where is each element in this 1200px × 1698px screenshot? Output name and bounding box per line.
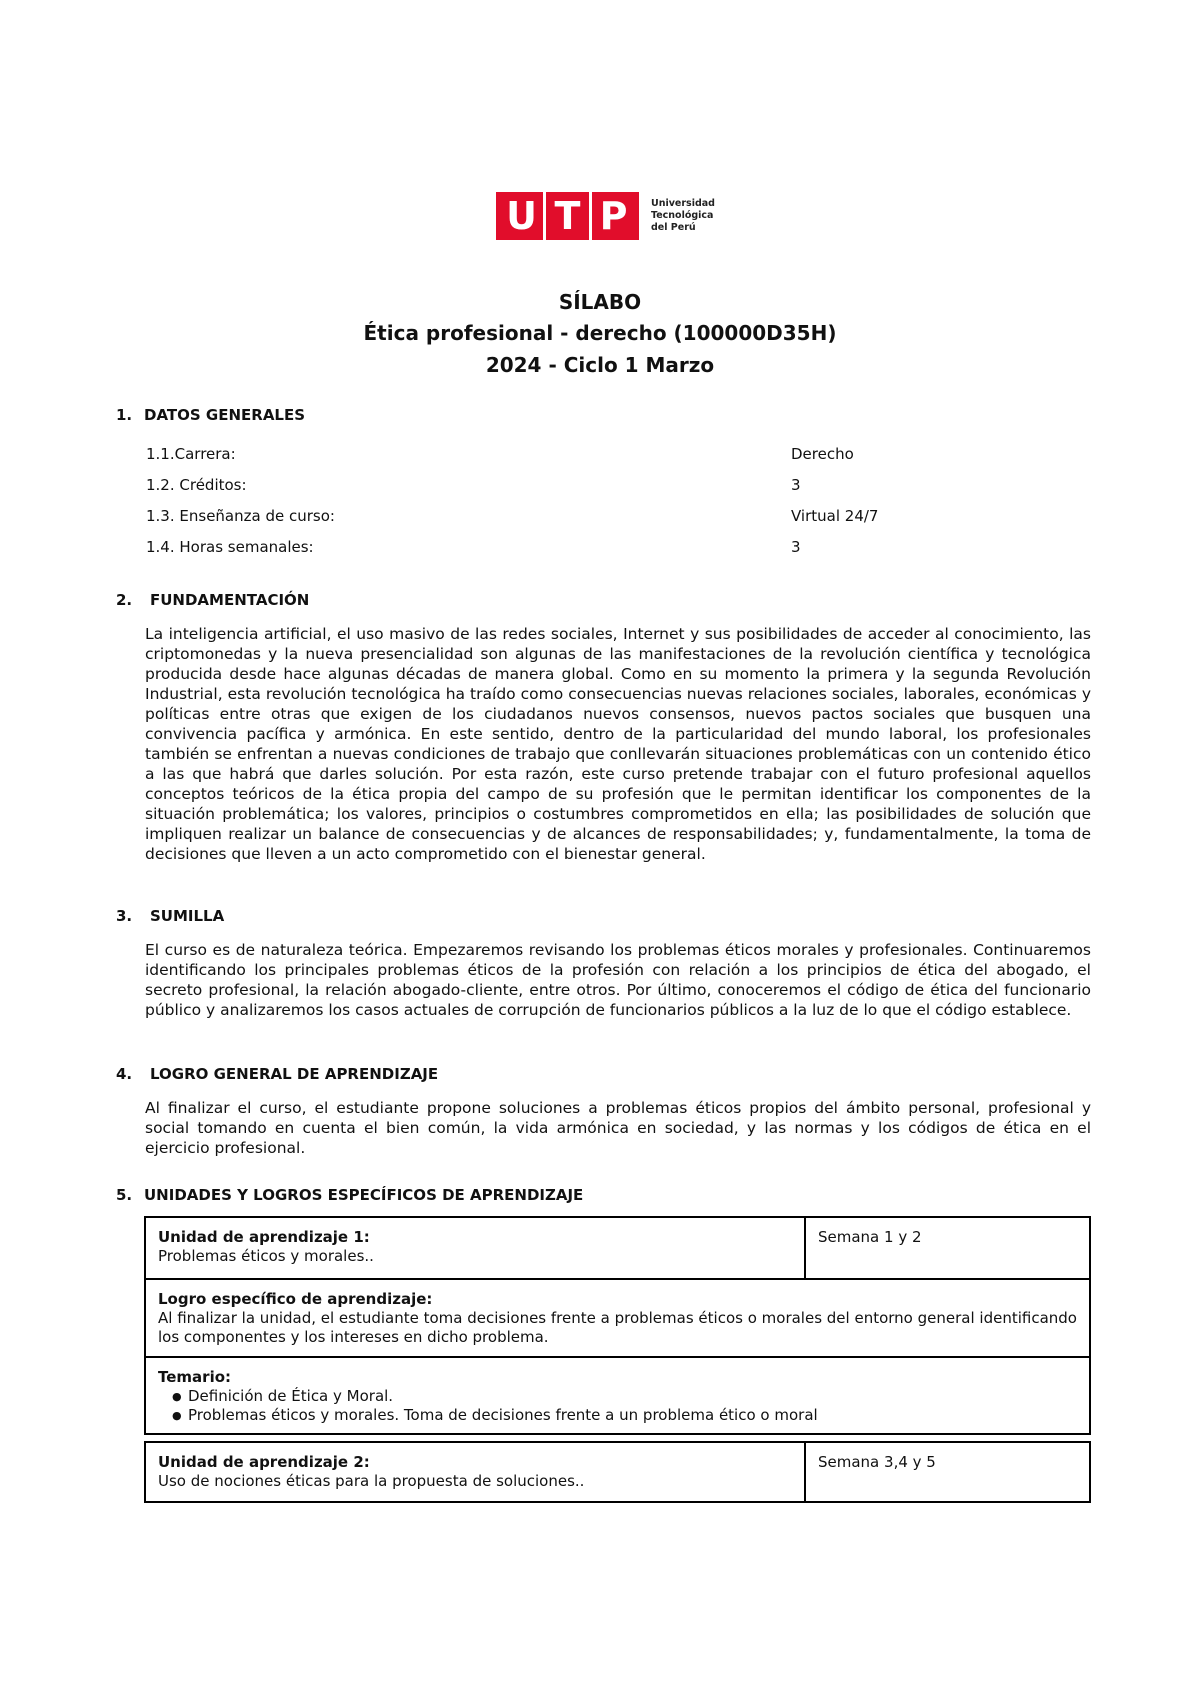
- unit-1-temario-cell: [146, 1356, 1089, 1433]
- unit-1-topic-list: [158, 1387, 1077, 1425]
- logo-line-2: Tecnológica: [651, 210, 714, 221]
- logro-general-text: Al finalizar el curso, el estudiante propone soluciones a problemas éticos propios del ámbito personal, profesional y social tomando en cuenta el bien común, la vida armónica en sociedad, y las normas y los códigos de ética en el ejercicio profesional.: [145, 1099, 1091, 1157]
- section-2-heading: [116, 591, 309, 609]
- document-title: SÍLABO: [558, 290, 642, 314]
- unit-2-table: [144, 1441, 1091, 1503]
- unit-2-title-cell: [146, 1443, 806, 1501]
- section-4-heading: [116, 1065, 438, 1083]
- unit-1-logro-cell: [146, 1278, 1089, 1356]
- sumilla-text: El curso es de naturaleza teórica. Empezaremos revisando los problemas éticos morales y profesionales. Continuaremos identificando los principales problemas éticos de la profesión con relación a los principios de ética del abogado, el secreto profesional, la relación abogado-cliente, entre otros. Por último, conoceremos el código de ética del funcionario público y analizaremos los casos actuales de corrupción de funcionarios públicos a la luz de lo que el código establece.: [145, 941, 1091, 1019]
- unit-1-table: [144, 1216, 1091, 1435]
- section-5-number: 5.: [116, 1186, 133, 1204]
- logo-mark: [496, 192, 639, 240]
- section-1-number: 1.: [116, 406, 133, 424]
- unit-1-logro-label: Logro específico de aprendizaje:: [158, 1290, 433, 1308]
- unit-2-name: Uso de nociones éticas para la propuesta de soluciones..: [158, 1472, 585, 1490]
- unit-1-weeks: Semana 1 y 2: [818, 1228, 922, 1246]
- section-5-title: UNIDADES Y LOGROS ESPECÍFICOS DE APRENDIZAJE: [144, 1186, 584, 1204]
- datos-value-horas: 3: [791, 538, 801, 556]
- datos-label-creditos: 1.2. Créditos:: [146, 476, 247, 494]
- logo-line-3: del Perú: [651, 222, 696, 233]
- unit-1-label: Unidad de aprendizaje 1:: [158, 1228, 370, 1246]
- section-3-title: SUMILLA: [150, 907, 225, 925]
- section-5-heading: [116, 1186, 583, 1204]
- unit-1-name: Problemas éticos y morales..: [158, 1247, 374, 1265]
- section-1-title: DATOS GENERALES: [144, 406, 306, 424]
- unit-1-title-cell: [146, 1218, 806, 1278]
- logo-wordmark: [651, 198, 715, 234]
- logo-letter-t: T: [546, 192, 592, 240]
- datos-label-ensenanza: 1.3. Enseñanza de curso:: [146, 507, 335, 525]
- datos-label-carrera: 1.1.Carrera:: [146, 445, 236, 463]
- section-3-heading: [116, 907, 224, 925]
- unit-1-header-row: [146, 1218, 1089, 1278]
- logo-letter-p: P: [599, 194, 628, 238]
- datos-label-horas: 1.4. Horas semanales:: [146, 538, 314, 556]
- fundamentacion-text: La inteligencia artificial, el uso masivo de las redes sociales, Internet y sus posibilidades de acceder al conocimiento, las criptomonedas y la nueva presencialidad son algunas de las manifestaciones de la revolución científica y tecnológica producida desde hace algunas décadas de manera global. Como en su momento la primera y la segunda Revolución Industrial, esta revolución tecnológica ha traído como consecuencias nuevas relaciones sociales, laborales, económicas y políticas entre otras que exigen de los ciudadanos nuevos consensos, nuevos pactos sociales que busquen una convivencia pacífica y armónica. En este sentido, dentro de la particularidad del mundo laboral, los profesionales también se enfrentan a nuevas condiciones de trabajo que conllevarán situaciones problemáticas con un contenido ético a las que habrá que darles solución. Por esta razón, este curso pretende trabajar con el futuro profesional aquellos conceptos teóricos de la ética propia del campo de su profesión que le permitan identificar los componentes de la situación problemática; los valores, principios o costumbres comprometidos en ella; las posibilidades de solución que impliquen realizar un balance de consecuencias y de alcances de responsabilidades; y, fundamentalmente, la toma de decisiones que lleven a un acto comprometido con el bienestar general.: [145, 625, 1091, 863]
- section-4-title: LOGRO GENERAL DE APRENDIZAJE: [150, 1065, 439, 1083]
- unit-1-logro-text: Al finalizar la unidad, el estudiante toma decisiones frente a problemas éticos o morales del entorno general identificando los componentes y los intereses en dicho problema.: [158, 1309, 1077, 1346]
- period-title: 2024 - Ciclo 1 Marzo: [485, 353, 715, 377]
- section-2-number: 2.: [116, 591, 133, 609]
- list-item: ● Problemas éticos y morales. Toma de decisiones frente a un problema ético o moral: [188, 1406, 1077, 1425]
- logo-letter-u: U: [500, 192, 546, 240]
- section-2-title: FUNDAMENTACIÓN: [150, 591, 310, 609]
- datos-value-ensenanza: Virtual 24/7: [791, 507, 879, 525]
- logo-line-1: Universidad: [651, 198, 715, 209]
- unit-2-label: Unidad de aprendizaje 2:: [158, 1453, 370, 1471]
- datos-value-carrera: Derecho: [791, 445, 854, 463]
- datos-value-creditos: 3: [791, 476, 801, 494]
- course-title: Ética profesional - derecho (100000D35H): [363, 321, 837, 345]
- section-4-number: 4.: [116, 1065, 133, 1083]
- section-1-heading: [116, 406, 305, 424]
- section-3-number: 3.: [116, 907, 133, 925]
- utp-logo: [496, 192, 715, 240]
- unit-1-temario-label: Temario:: [158, 1368, 232, 1386]
- unit-2-header-row: [146, 1443, 1089, 1501]
- list-item: ● Definición de Ética y Moral.: [188, 1387, 1077, 1406]
- unit-2-weeks: Semana 3,4 y 5: [818, 1453, 936, 1471]
